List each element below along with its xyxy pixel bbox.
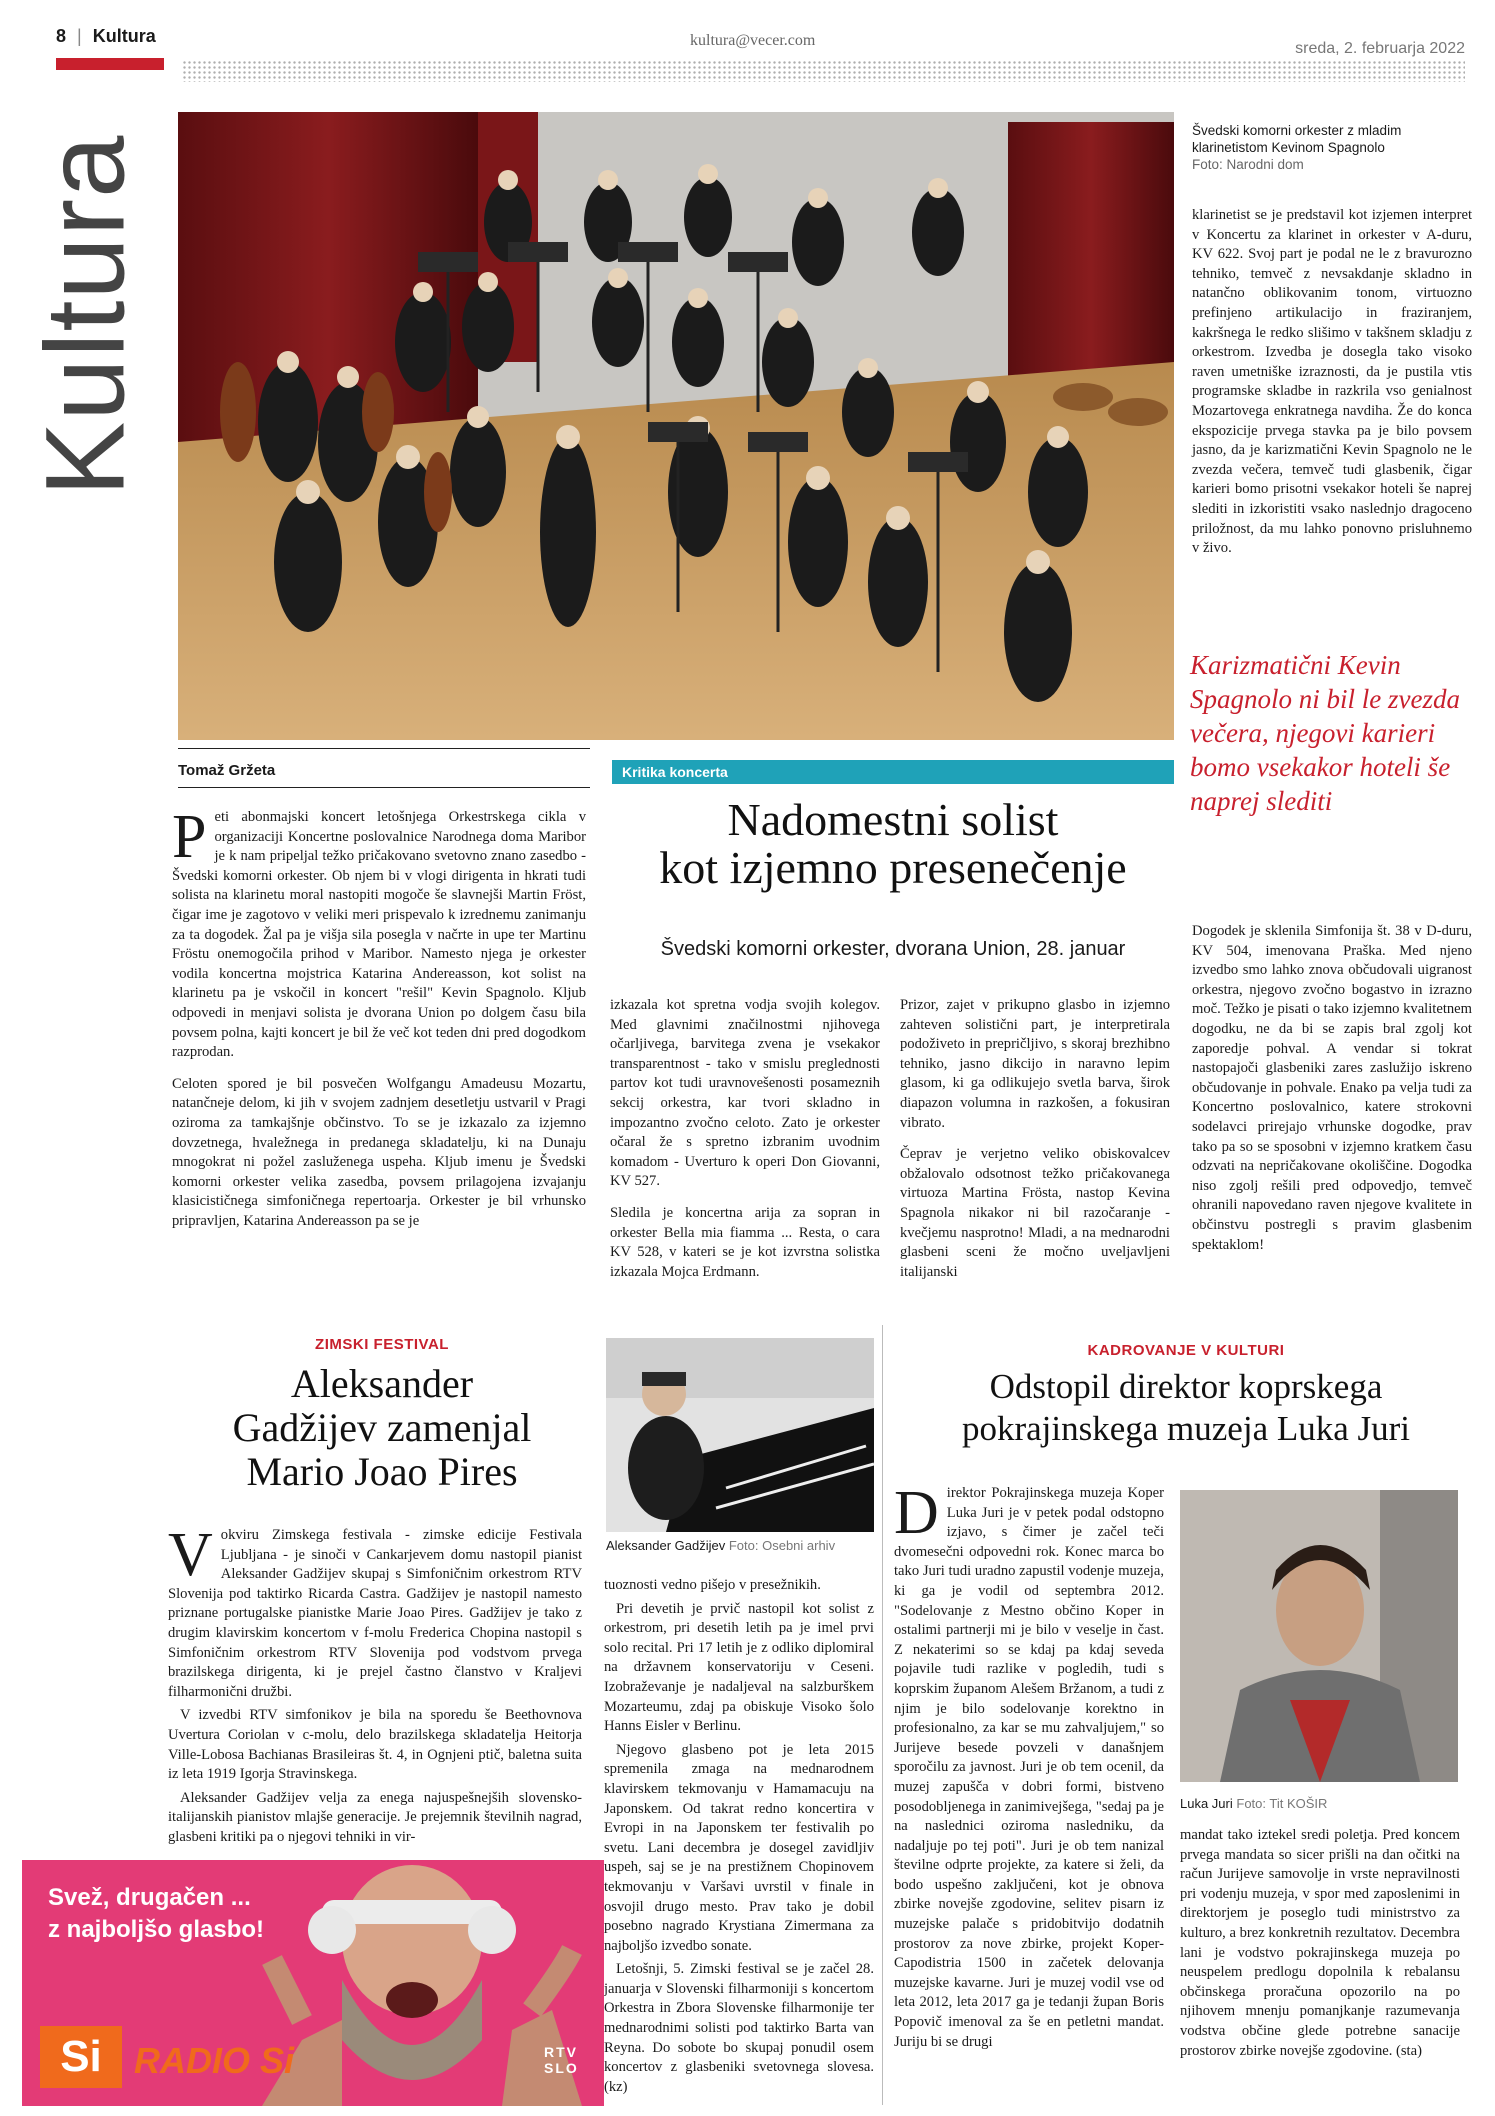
pianist-photo-caption (606, 1538, 835, 1553)
photo-credit: Foto: Narodni dom (1192, 157, 1304, 172)
article3-kicker: KADROVANJE V KULTURI (1087, 1342, 1285, 1359)
article1-column-1 (172, 803, 586, 1231)
article-paragraph: mandat tako iztekel sredi poletja. Pred koncem prvega mandata so sicer prišli na dan očitki na račun Jurijeve samovolje in vrste nepravilnosti pri vodenju muzeja, v spor med zaposlenimi in direktorjem je poseglo tudi ministrstvo za kulturo, a brez konkretnih rezultatov. Decembra lani je vodstvo pokrajinskega muzeja po neuspelem predlogu dopolnila k rebalansu občinskega proračuna opozorilo na po njihovem mnenju pomanjkanje razumevanja vodstva občine glede potrebne sanacije prostorov zbirke novejše zgodovine. (sta) (1180, 1827, 1460, 2059)
luka-juri-photo-caption (1180, 1796, 1327, 1811)
luka-juri-photo (1180, 1490, 1458, 1782)
section-color-bar (56, 58, 164, 70)
orchestra-photo-caption (1192, 122, 1472, 173)
ad-slogan: Svež, drugačen ... z najboljšo glasbo! (48, 1884, 265, 1943)
photo-caption-text: Luka Juri (1180, 1796, 1233, 1811)
article-paragraph: klarinetist se je predstavil kot izjemen interpret v Koncertu za klarinet in orkester v A-duru, KV 622. Svoj part je podal ne le z bravurozno tehniko, temveč z nevsakdanje skladno in natančno oblikovanim tonom, virtuozno prefinjeno artikulacijo in fraziranjem, kakršnega le redko slišimo v takšnem skladju z orkestrom. Izvedba je dosegla tako visoko raven umetniške izraznosti, da je pustila vtis programske skladbe in razkrila vso genialnost Mozartovega enkratnega navdiha. Že do konca ekspozicije prvega stavka pa je bilo povsem jasno, da je karizmatični Kevin Spagnolo ne le zvezda večera, temveč tudi glasbenik, čigar karieri bomo prisotni vsekakor hoteli še naprej slediti in izkoristiti vsako naslednjo dragoceno priložnost, da mu lahko ponovno prisluhnemo v živo. (1192, 207, 1472, 557)
article-paragraph: Vokviru Zimskega festivala - zimske edicije Festivala Ljubljana - je sinoči v Cankarjevem domu nastopil pianist Aleksander Gadžijev skupaj s Simfoničnim orkestrom RTV Slovenija pod taktirko Ricarda Castra. Gadžijev je nastopil namesto priznane portugalske pianistke Marie Joao Pires. Gadžijev je tako z drugim klavirskim koncertom v f-molu Frederica Chopina nastopil s Simfoničnim orkestrom RTV Slovenija pod vodstvom prvega brazilskega dirigenta, ki je prejel častno članstvo v Kraljevi filharmonični družbi. (168, 1521, 582, 1700)
article-paragraph: Prizor, zajet v prikupno glasbo in izjemno zahteven solistični part, je interpretirala podoživeto in prepričljivo, s skoraj brezhibno tehniko, jasno dikcijo in naravno lepim glasom, ki ga odlikujejo svetla barva, širok diapazon volumna in razkošen, a fokusiran vibrato. (900, 997, 1170, 1131)
article-paragraph: Aleksander Gadžijev velja za enega najuspešnejših slovensko-italijanskih pianistov mlajše generacije. Je prejemnik številnih nagrad, glasbeni kritiki pa o njegovi tehniki in vir- (168, 1789, 582, 1845)
rtv-slo-logo: RTV SLO (544, 2044, 579, 2076)
pull-quote: Karizmatični Kevin Spagnolo ni bil le zvezda večera, njegovi karieri bomo vsekakor hoteli še naprej slediti (1190, 650, 1460, 816)
article-paragraph: Sledila je koncertna arija za sopran in orkester Bella mia fiamma ... Resta, o cara KV 528, v kateri se je kot izvrstna solistka izkazala Mojca Erdmann. (610, 1204, 880, 1280)
photo-caption-text: Aleksander Gadžijev (606, 1538, 726, 1553)
article-paragraph: Peti abonmajski koncert letošnjega Orkestrskega cikla v organizaciji Koncertne poslovalnice Narodnega doma Maribor je k nam pripeljal težko pričakovano svetovno znano zasedbo - Švedski komorni orkester. Ob njem bi v vlogi dirigenta in hkrati tudi solista na klarinetu moral nastopiti mogoče še slavnejši Martin Fröst, čigar ime je zagotovo v veliki meri prispevalo k izrednemu zanimanju za ta dogodek. Žal pa je višja sila posegla v načrte in upe ter Martinu Fröstu onemogočila prihod v Maribor. Namesto njega je orkester vodila koncertna mojstrica Katarina Andereasson, kot solist na klarinetu pa je vskočil in koncert "rešil" Kevin Spagnolo. Kljub odpovedi in menjavi solista je dvorana Union po dolgem času bila povsem polna, kajti koncert je bil že več kot teden dni pred dogodkom razprodan. (172, 803, 586, 1061)
article-paragraph: Celoten spored je bil posvečen Wolfgangu Amadeusu Mozartu, natančneje delom, ki jih v svojem zadnjem desetletju ustvaril v Pragi oziroma za tamkajšnje občinstvo. To se je izkazalo za izjemno dovzetnega, hvaležnega in predanega skladatelju, ki na Dunaju mnogokrat ni požel zasluženega uspeha. Kljub imenu je Švedski komorni orkester velika zasedba, povsem prilagojena izvajanju klasicističnega simfoničnega repertoarja. Orkester je bil vrhunsko pripravljen, Katarina Andereasson pa se je (172, 1075, 586, 1229)
radio-si-brand: RADIO Si (134, 2040, 295, 2081)
article3-column-1 (894, 1479, 1164, 2052)
article3-headline: Odstopil direktor koprskega pokrajinskega muzeja Luka Juri (961, 1367, 1411, 1448)
article2-headline: Aleksander Gadžijev zamenjal Mario Joao Pires (232, 1361, 532, 1494)
article-paragraph: izkazala kot spretna vodja svojih kolegov. Med glavnimi značilnostmi njihovega očarljivega, barvitega zvena je vsekakor transparentnost - tako v smislu preglednosti partov kot tudi uravnovešenosti posameznih sekcij orkestra, kar tvori skladno in impozantno zvočno celoto. Zato je orkester očaral že s spretno izbranim uvodnim komadom - Uverturo k operi Don Giovanni, KV 527. (610, 997, 880, 1190)
article1-column-2 (610, 996, 880, 1282)
photo-credit: Foto: Osebni arhiv (728, 1538, 836, 1553)
article-paragraph: V izvedbi RTV simfonikov je bila na sporedu še Beethovnova Uvertura Coriolan v c-molu, delo brazilskega skladatelja Heitorja Ville-Lobosa Bachianas Brasileiras št. 4, in Ognjeni ptič, baletna suita iz leta 1919 Igorja Stravinskega. (168, 1707, 582, 1783)
photo-caption-text: Švedski komorni orkester z mladim klarinetistom Kevinom Spagnolo (1192, 123, 1402, 155)
column-divider (882, 1325, 883, 2105)
radio-si-logo: Si (40, 2026, 122, 2088)
orchestra-illustration (178, 112, 1174, 740)
article-kicker: Kritika koncerta (612, 760, 1174, 784)
photo-credit: Foto: Tit KOŠIR (1236, 1796, 1328, 1811)
radio-si-advertisement[interactable] (22, 1860, 604, 2106)
article3-column-2 (1180, 1826, 1460, 2061)
article-paragraph: Dogodek je sklenila Simfonija št. 38 v D-duru, KV 504, imenovana Praška. Med njeno izvedbo smo lahko znova občudovali uigranost orkestra, njegovo zvočno bogastvo in izrazno moč. Težko je pisati o tako izjemno kvalitetnem dogodku, ne da bi se zapis bral zgolj kot zaporedje pohval. A vendar si tokrat nastopajoči glasbeniki zares zaslužijo iskreno občudovanje in pohvale. Enako pa velja tudi za Koncertno poslovalnico, katere strokovni sodelavci prirejajo vrhunske dogodke, prav tako pa so se sposobni v izjemno kratkem času odzvati na nepričakovane okoliščine. Dogodka niso zgolj rešili pred odpovedjo, temveč ohranili napovedano raven njegove kvalitete in občinstvu postregli s pravim glasbenim spektaklom! (1192, 923, 1472, 1253)
article-paragraph: tuoznosti vedno pišejo v presežnikih. (604, 1577, 821, 1593)
vertical-section-label: Kultura (22, 134, 148, 496)
page-number: 8 (56, 26, 67, 46)
article-paragraph: Njegovo glasbeno pot je leta 2015 spremenila zmaga na mednarodnem klavirskem tekmovanju v Hamamacuju na Japonskem. Od takrat redno koncertira v Evropi in na Japonskem ter festivalih po svetu. Lani decembra je dosegel zavidljiv uspeh, saj se je na prestižnem Chopinovem tekmovanju v Varšavi uvrstil v finale in osvojil drugo mesto. Prav tako je dobil posebno nagrado Krystiana Zimermana za najboljšo izvedbo sonate. (604, 1741, 874, 1954)
article-paragraph: Letošnji, 5. Zimski festival se je začel 28. januarja v Slovenski filharmoniji s koncertom Orkestra in Zbora Slovenske filharmonije ter mednarodnimi solisti pod taktirko Barta van Reyna. Do sobote bo skupaj ponudil osem koncertov z glasbeniki svetovnega slovesa. (kz) (604, 1961, 874, 2095)
article2-column-2 (604, 1576, 874, 2097)
article-paragraph: Čeprav je verjetno veliko obiskovalcev obžalovalo odsotnost težko pričakovanega virtuoza Martina Frösta, nastop Kevina Spagnola nikakor ni bil razočaranje - kvečjemu nasprotno! Mladi, a na mednarodni glasbeni sceni že močno uveljavljeni italijanski (900, 1146, 1170, 1280)
article1-column-3 (900, 996, 1170, 1282)
section-name: Kultura (92, 26, 156, 46)
pianist-photo (606, 1338, 874, 1532)
article2-column-1 (168, 1521, 582, 1848)
byline-rule (178, 748, 590, 749)
ad-singer-illustration (262, 1860, 582, 2106)
byline-rule-bottom (178, 787, 590, 788)
article-headline: Nadomestni solist kot izjemno presenečenje (659, 794, 1127, 894)
article-paragraph: Pri devetih je prvič nastopil kot solist z orkestrom, pri desetih letih pa je imel prvi solo recital. Pri 17 letih je z odliko diplomiral na državnem konservatoriju v Ceseni. Izobraževanje je nadaljeval na salzburškem Mozarteumu, zdaj pa obiskuje Visoko šolo Hanns Eisler v Berlinu. (604, 1600, 874, 1735)
header-dot-pattern (182, 60, 1465, 82)
article-subhead: Švedski komorni orkester, dvorana Union, 28. januar (660, 938, 1126, 960)
orchestra-photo (178, 112, 1174, 740)
article1-column-4 (1192, 206, 1472, 559)
article-paragraph: Direktor Pokrajinskega muzeja Koper Luka Juri je v petek podal odstopno izjavo, s čimer je začel teči dvomesečni odpovedni rok. Konec marca bo tako Juri tudi uradno zapustil vodenje muzeja, ki ga je vodil od septembra 2012. "Sodelovanje z Mestno občino Koper in ostalimi partnerji mi je bilo v veselje in čast. Z nekaterimi so se kdaj pa kdaj seveda pojavile tudi razlike v pogledih, tudi s koprskim županom Alešem Bržanom, a tudi z njim je bilo sodelovanje korektno in profesionalno, za kar se mu zahvaljujem," so Jurijeve besede povzeli v današnjem sporočilu za javnost. Juri je ob tem ocenil, da muzej zapušča v dobri formi, bistveno posodobljenega in zanimivejšega, "sedaj pa je na naslednici oziroma nasledniku, da nadaljuje po tej poti". Juri je ob tem nanizal številne odprte projekte, za katere si želi, da bodo uspešno zaključeni, kot je obnova zbirke novejše zgodovine, selitev pisarn iz muzejske palače s pridobitvijo dodatnih prostorov za nove zbirke, projekt Koper-Capodistria 1500 in začetek delovanja muzejske kavarne. Juri je muzej vodil vse od leta 2012, leta 2017 ga je tedanji župan Boris Popovič imenoval za še en petletni mandat. Juriju bi se drugi (894, 1479, 1164, 2050)
article2-kicker: ZIMSKI FESTIVAL (315, 1336, 449, 1353)
section-email: kultura@vecer.com (690, 32, 816, 49)
article1-column-4-bottom (1192, 922, 1472, 1255)
page-header-section: 8 | Kultura (56, 26, 156, 46)
issue-date: sreda, 2. februarja 2022 (1295, 40, 1465, 57)
author-byline: Tomaž Gržeta (178, 762, 276, 779)
